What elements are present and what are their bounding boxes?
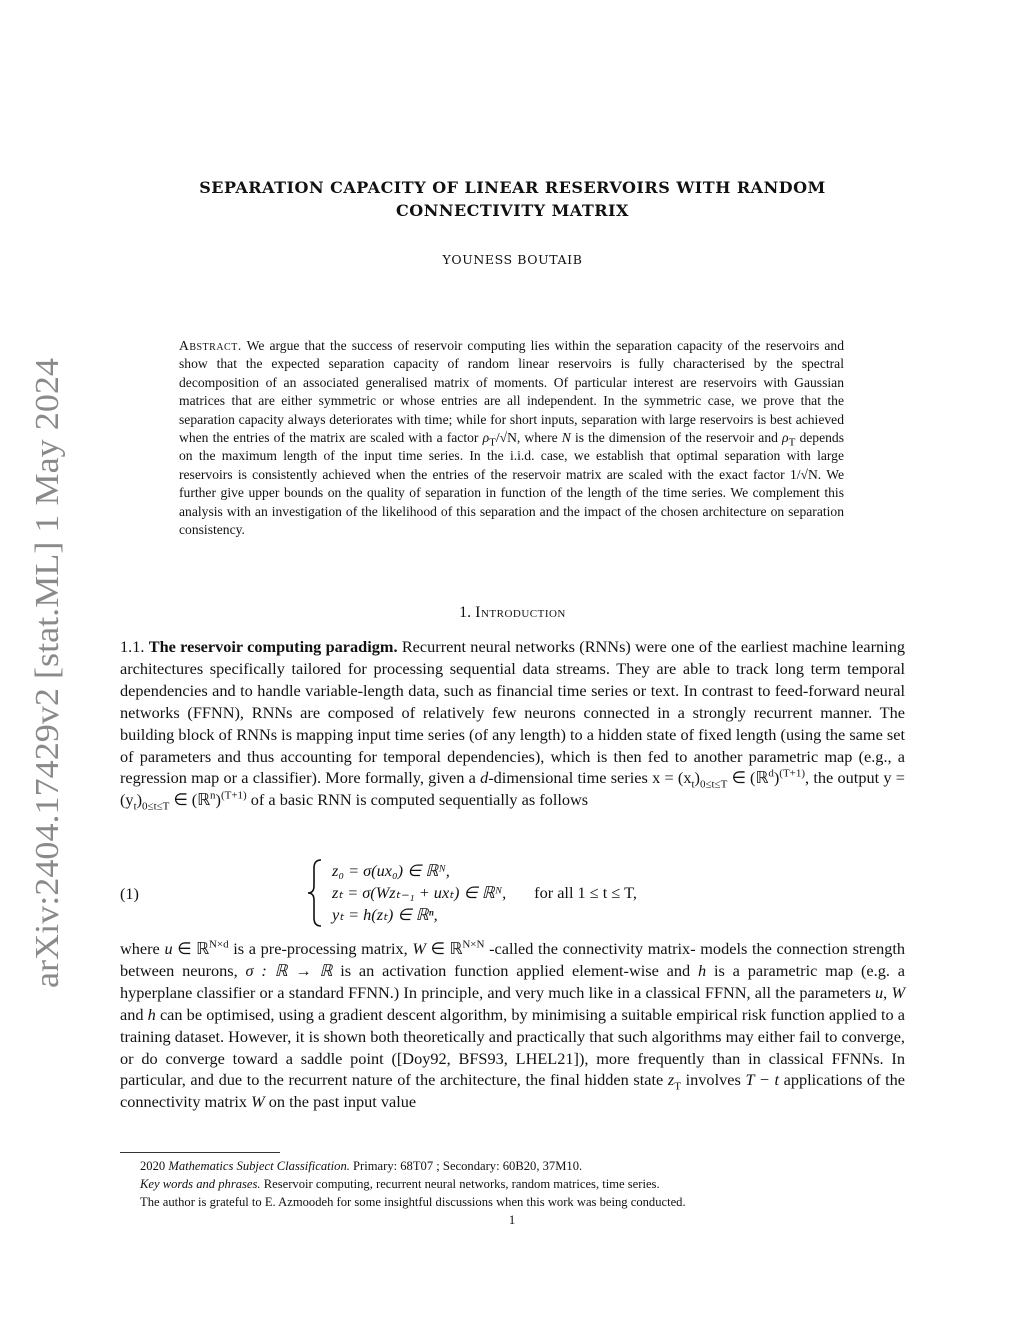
para1-text-b: -dimensional time series (488, 768, 653, 788)
intro-paragraph-1 (120, 636, 905, 811)
equation-system (332, 860, 637, 926)
para1-text-d: of a basic RNN is computed sequentially as follows (246, 790, 589, 810)
footnote-rule (120, 1152, 280, 1153)
para1-text-a: Recurrent neural networks (RNNs) were one of the earliest machine learning architectures specifically tailored for processing sequential data streams. They are able to track long term temporal dependencies and to handle variable-length data, such as financial time series or text. In contrast to feed-forward neural networks (FFNN), RNNs are composed of relatively few neurons connected in a strongly recurrent manner. The building block of RNNs is mapping input time series (of any length) to a hidden state of fixed length (using the same set of parameters and thus accounting for temporal dependencies), which is then fed to another parametric map (e.g., a regression map or a classifier). More formally, given a (120, 637, 905, 788)
equation-brace (305, 858, 325, 928)
para1-math-y: $y = (y_t)_{0\le t\le T}$ ∈ (ℝ$^n$)$^{(T+1)}$ (120, 768, 905, 813)
subsection-number: 1.1. (120, 637, 145, 656)
section-heading (120, 604, 905, 622)
abstract-text-2: , where (516, 430, 562, 446)
abstract-math-n: N (561, 430, 571, 446)
section-number: 1. (459, 604, 472, 621)
equation-number: (1) (120, 884, 139, 903)
page-number: 1 (508, 1213, 516, 1227)
abstract-text-4: depends on the maximum length of the input time series. In the i.i.d. case, we establish that optimal separation with large reservoirs is consistently achieved when the entries of the reservoir matrix are scaled with the exact factor 1/√N. We further give upper bounds on the quality of separation in function of the length of the time series. We complement this analysis with an investigation of the likelihood of this separation and the impact of the chosen architecture on separation consistency. (179, 430, 844, 538)
para1-math-d: d (480, 768, 489, 788)
abstract-math-rho-tail: /√N (495, 430, 517, 446)
abstract-math-rho: ρ (482, 430, 490, 446)
paper-title (120, 176, 905, 222)
abstract-math-rho-2: ρ (782, 430, 789, 446)
equation-condition: for all 1 ≤ t ≤ T, (534, 883, 637, 902)
title-line-1: SEPARATION CAPACITY OF LINEAR RESERVOIRS WITH RANDOM (199, 178, 826, 197)
para1-text-c: , the output (805, 768, 884, 788)
footnote-acknowledgement: The author is grateful to E. Azmoodeh for some insightful discussions when this work was being conducted. (140, 1195, 686, 1209)
arxiv-stamp-text: arXiv:2404.17429v2 [stat.ML] 1 May 2024 (29, 394, 66, 988)
intro-paragraph-2: where u ∈ ℝ$^{N\times d}$ is a pre-processing matrix, W ∈ ℝ$^{N\times N}$ -called the connectivity matrix- models the connection strength between neurons, σ : ℝ → ℝ is an activation function applied element-wise and h is a parametric map (e.g. a hyperplane classifier or a standard FFNN.) In principle, and very much like in a classical FFNN, all the parameters u, W and h can be optimised, using a gradient descent algorithm, by minimising a suitable empirical risk function applied to a training dataset. However, it is shown both theoretically and practically that such algorithms may either fail to converge, or do converge toward a saddle point ([Doy92, BFS93, LHEL21]), more frequently than in classical FFNNs. In particular, and due to the recurrent nature of the architecture, the final hidden state $z_T$ involves T − t applications of the connectivity matrix W on the past input value (120, 938, 906, 1112)
subsection-title: The reservoir computing paradigm. (148, 637, 398, 656)
author-name: YOUNESS BOUTAIB (442, 252, 583, 267)
equation-line-2: zₜ = σ(Wzₜ₋₁ + uxₜ) ∈ ℝᴺ, for all 1 ≤ t ≤ T, (332, 883, 637, 902)
equation-line-1: z₀ = σ(ux₀) ∈ ℝᴺ, (332, 861, 450, 880)
footnotes (140, 1157, 910, 1211)
title-line-2: CONNECTIVITY MATRIX (396, 201, 629, 220)
abstract-math-rho-sub: T (489, 436, 496, 449)
equation-line-3: yₜ = h(zₜ) ∈ ℝⁿ, (332, 905, 438, 924)
footnote-keywords: Key words and phrases. Reservoir computing, recurrent neural networks, random matrices, time series. (140, 1177, 660, 1191)
abstract-text-3: is the dimension of the reservoir and (570, 430, 783, 446)
arxiv-stamp (14, 348, 74, 988)
abstract-math-rho-2-sub: T (788, 436, 796, 449)
footnote-msc: 2020 Mathematics Subject Classification. Primary: 68T07 ; Secondary: 60B20, 37M10. (140, 1159, 583, 1173)
section-name: Introduction (475, 604, 566, 621)
abstract (179, 337, 844, 539)
para1-math-x: $x = (x_t)_{0\le t\le T}$ ∈ (ℝ$^d$)$^{(T+1)}$ (652, 768, 806, 791)
abstract-label: Abstract. (179, 338, 242, 353)
abstract-text-1: We argue that the success of reservoir computing lies within the separation capacity of the reservoirs and show that the expected separation capacity of random linear reservoirs is fully characterised by the spectral decomposition of an associated generalised matrix of moments. Of particular interest are reservoirs with Gaussian matrices that are either symmetric or whose entries are all independent. In the symmetric case, we prove that the separation capacity always deteriorates with time; while for short inputs, separation with large reservoirs is best achieved when the entries of the matrix are scaled with a factor (179, 338, 844, 446)
